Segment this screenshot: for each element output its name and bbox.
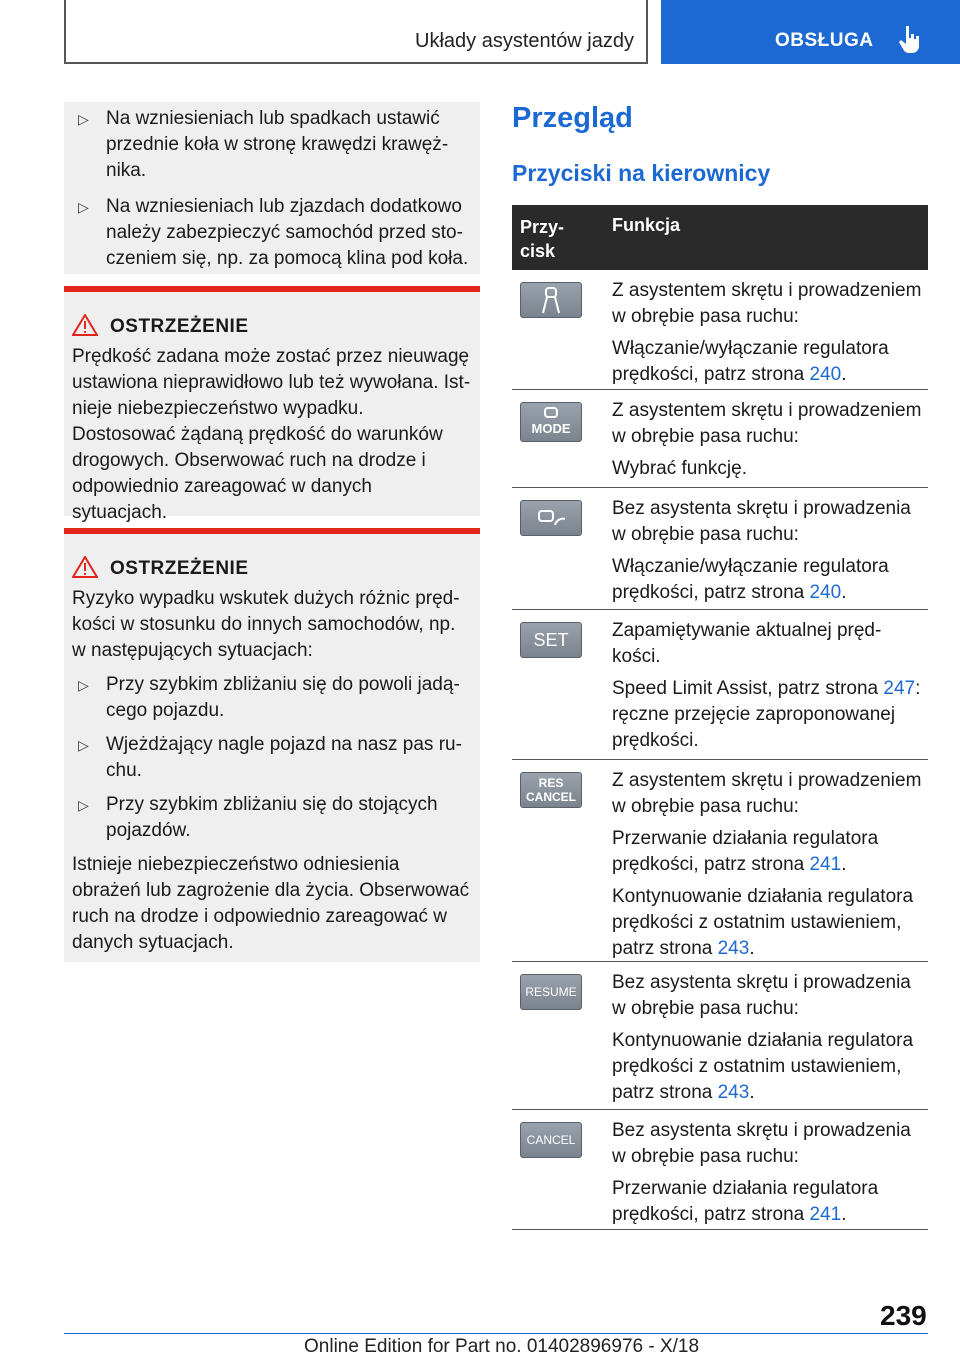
table-row: CANCEL Bez asystenta skrętu i prowadzenia w obrębie pasa ruchu: Przerwanie działania regulatora prędkości, patrz strona 241. (512, 1110, 928, 1230)
chapter-tab[interactable] (661, 0, 960, 64)
function-text: Z asystentem skrętu i prowadzeniem w obrębie pasa ruchu: (612, 770, 922, 817)
function-text: Bez asystenta skrętu i prowadzenia w obrębie pasa ruchu: (612, 1120, 911, 1167)
table-row (512, 390, 928, 488)
function-text: Z asystentem skrętu i prowadzeniem w obrębie pasa ruchu: (612, 400, 922, 447)
chapter-tab-label: OBSŁUGA (775, 30, 874, 51)
list-item: ▷ Wjeżdżający nagle pojazd na nasz pas ruchu. (78, 734, 462, 781)
bullet-triangle-icon: ▷ (78, 737, 89, 753)
page-link[interactable]: 247 (883, 678, 916, 699)
warning-box-2 (64, 528, 480, 962)
section-title: Układy asystentów jazdy (415, 30, 634, 52)
list-item: ▷ Na wzniesieniach lub zjazdach dodatkowo należy zabezpieczyć samochód przed stoczeniem się, np. za pomocą klina pod koła. (78, 196, 469, 269)
page-link[interactable]: 243 (717, 938, 750, 959)
function-text: Zapamiętywanie aktualnej prędkości. (612, 620, 882, 667)
table-header (512, 205, 928, 270)
table-row: RES CANCEL Z asystentem skrętu i prowadzeniem w obrębie pasa ruchu: Przerwanie działania regulatora prędkości, patrz strona 241. Kontynuowanie działania regulatora prędkości z ostatnim ustawieniem, patrz strona 243. (512, 760, 928, 962)
list-item: ▷ Przy szybkim zbliżaniu się do powoli jadącego pojazdu. (78, 674, 460, 721)
warning-text: Prędkość zadana może zostać przez nieuwagę ustawiona nieprawidłowo lub też wywołana. Istnieje niebezpieczeństwo wypadku. Dostosować żądaną prędkość do warunków drogowych. Obserwować ruch na drodze i odpowiednio zareagować w danych sytuacjach. (72, 346, 471, 523)
mode-button-icon: MODE (520, 402, 582, 442)
page-link[interactable]: 243 (717, 1082, 750, 1103)
page-number: 239 (880, 1300, 927, 1331)
page-link[interactable]: 241 (809, 1204, 842, 1225)
bullet-triangle-icon: ▷ (78, 111, 89, 127)
table-row: SET Zapamiętywanie aktualnej prędkości. Speed Limit Assist, patrz strona 247: ręczne przejęcie zaproponowanej prędkości. (512, 610, 928, 760)
function-text: Bez asystenta skrętu i prowadzenia w obrębie pasa ruchu: (612, 972, 911, 1019)
warning-title: OSTRZEŻENIE (64, 314, 480, 340)
list-item: ▷ Na wzniesieniach lub spadkach ustawić przednie koła w stronę krawędzi krawężnika. (78, 108, 449, 181)
column-header-button: Przycisk (520, 217, 565, 261)
warning-outro: Istnieje niebezpieczeństwo odniesienia obrażeń lub zagrożenie dla życia. Obserwować ruch na drodze i odpowiednio zareagować w danych sytuacjach. (72, 854, 470, 953)
res-cancel-button-icon: RES CANCEL (520, 772, 582, 808)
warning-title: OSTRZEŻENIE (64, 556, 480, 582)
bullet-triangle-icon: ▷ (78, 677, 89, 693)
warning-intro: Ryzyko wypadku wskutek dużych różnic prędkości w stosunku do innych samochodów, np. w następujących sytuacjach: (72, 588, 460, 661)
page-link[interactable]: 240 (809, 364, 842, 385)
warning-triangle-icon (72, 314, 98, 336)
resume-button-icon: RESUME (520, 974, 582, 1010)
function-text: Z asystentem skrętu i prowadzeniem w obrębie pasa ruchu: (612, 280, 922, 327)
page-link[interactable]: 241 (809, 854, 842, 875)
list-item: ▷ Przy szybkim zbliżaniu się do stojących pojazdów. (78, 794, 438, 841)
subsection-heading: Przyciski na kierownicy (512, 160, 771, 186)
bullet-triangle-icon: ▷ (78, 199, 89, 215)
lane-assist-button-icon (520, 282, 582, 318)
footer-divider (64, 1333, 928, 1334)
bullet-triangle-icon: ▷ (78, 797, 89, 813)
cruise-control-button-icon (520, 500, 582, 536)
page-link[interactable]: 240 (809, 582, 842, 603)
cancel-button-icon: CANCEL (520, 1122, 582, 1158)
column-header-function: Funkcja (612, 215, 681, 235)
table-row: RESUME Bez asystenta skrętu i prowadzenia w obrębie pasa ruchu: Kontynuowanie działania regulatora prędkości z ostatnim ustawieniem, patrz strona 243. (512, 962, 928, 1110)
section-heading: Przegląd (512, 102, 633, 134)
table-row: Bez asystenta skrętu i prowadzenia w obrębie pasa ruchu: Włączanie/wyłączanie regulatora prędkości, patrz strona 240. (512, 488, 928, 610)
header-section-box (64, 0, 648, 64)
pointing-hand-icon (897, 24, 923, 54)
table-row: Z asystentem skrętu i prowadzeniem w obrębie pasa ruchu: Włączanie/wyłączanie regulatora prędkości, patrz strona 240. (512, 270, 928, 390)
function-text: Bez asystenta skrętu i prowadzenia w obrębie pasa ruchu: (612, 498, 911, 545)
continued-list-box (64, 102, 480, 274)
edition-footer: Online Edition for Part no. 01402896976 - X/18 (304, 1336, 700, 1357)
warning-box-1 (64, 286, 480, 523)
set-button-icon: SET (520, 622, 582, 658)
warning-triangle-icon (72, 556, 98, 578)
function-text: Wybrać funkcję. (612, 458, 747, 479)
